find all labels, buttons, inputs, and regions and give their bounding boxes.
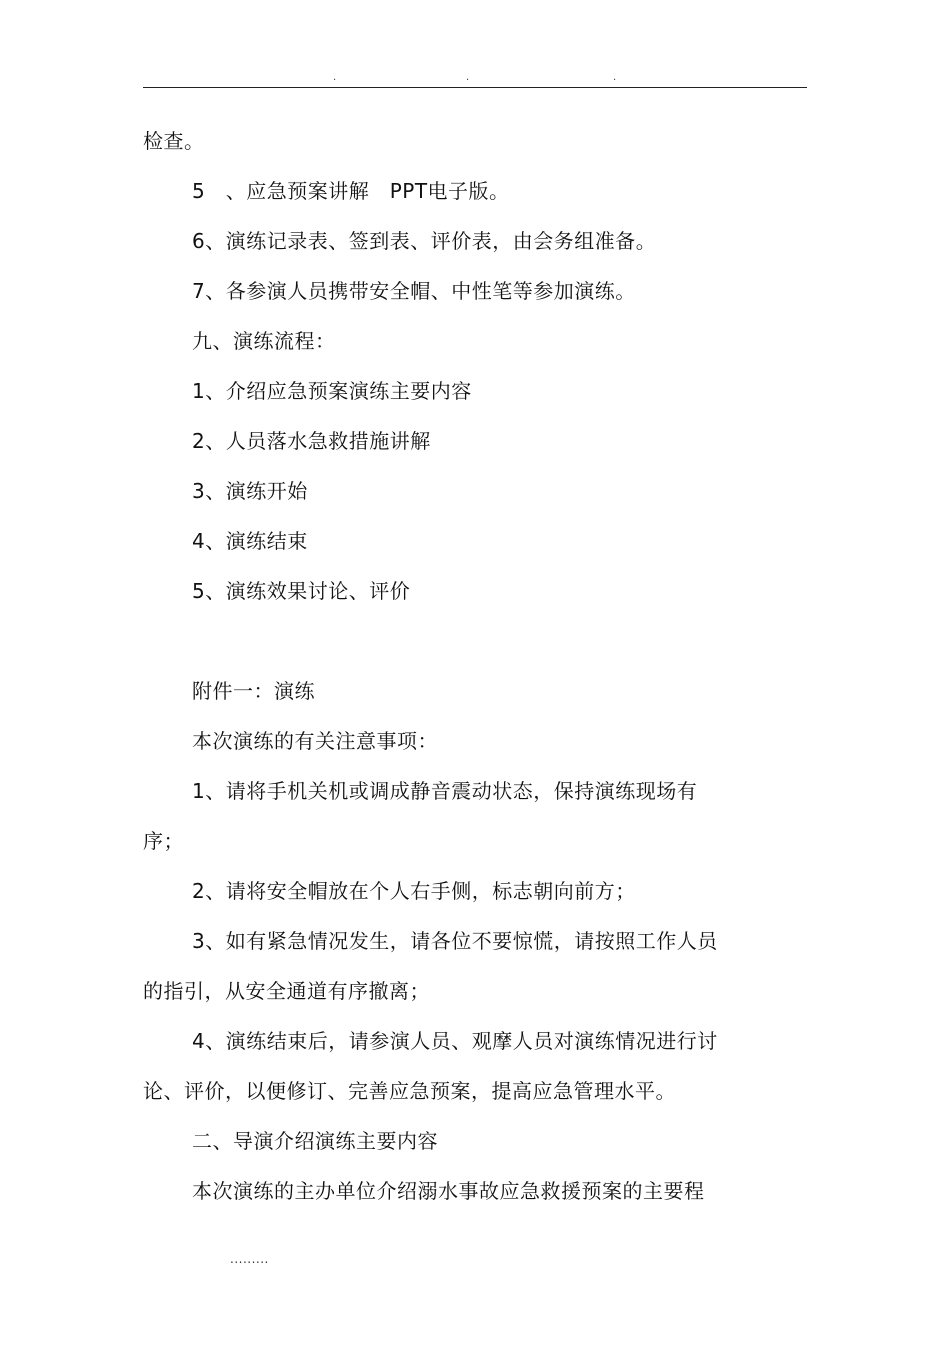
text-line: 检查。 (143, 129, 205, 153)
list-item: 1、介绍应急预案演练主要内容 (192, 379, 472, 403)
footer-dots: ......... (230, 1252, 269, 1266)
text-line: 序； (143, 829, 184, 853)
header-rule (143, 87, 807, 88)
list-item: 5、演练效果讨论、评价 (192, 579, 411, 603)
text-line: 7、各参演人员携带安全帽、中性笔等参加演练。 (192, 279, 636, 303)
text-line: 本次演练的主办单位介绍溺水事故应急救援预案的主要程 (192, 1179, 705, 1203)
section-heading: 九、演练流程： (192, 329, 336, 353)
section-heading: 附件一：演练 (192, 679, 315, 703)
section-heading: 二、导演介绍演练主要内容 (192, 1129, 438, 1153)
text-line: 5 、应急预案讲解 PPT电子版。 (192, 179, 510, 203)
text-line: 6、演练记录表、签到表、评价表，由会务组准备。 (192, 229, 657, 253)
list-item: 4、演练结束后，请参演人员、观摩人员对演练情况进行讨 (192, 1029, 718, 1053)
text-line: 论、评价，以便修订、完善应急预案，提高应急管理水平。 (143, 1079, 676, 1103)
list-item: 4、演练结束 (192, 529, 308, 553)
list-item: 1、请将手机关机或调成静音震动状态，保持演练现场有 (192, 779, 698, 803)
text-line: 的指引，从安全通道有序撤离； (143, 979, 430, 1003)
text-line: 本次演练的有关注意事项： (192, 729, 438, 753)
list-item: 2、人员落水急救措施讲解 (192, 429, 431, 453)
header-dot: . (466, 72, 470, 83)
list-item: 2、请将安全帽放在个人右手侧，标志朝向前方； (192, 879, 636, 903)
list-item: 3、如有紧急情况发生，请各位不要惊慌，请按照工作人员 (192, 929, 718, 953)
list-item: 3、演练开始 (192, 479, 308, 503)
header-dot: . (333, 72, 337, 83)
header-dot: . (613, 72, 617, 83)
